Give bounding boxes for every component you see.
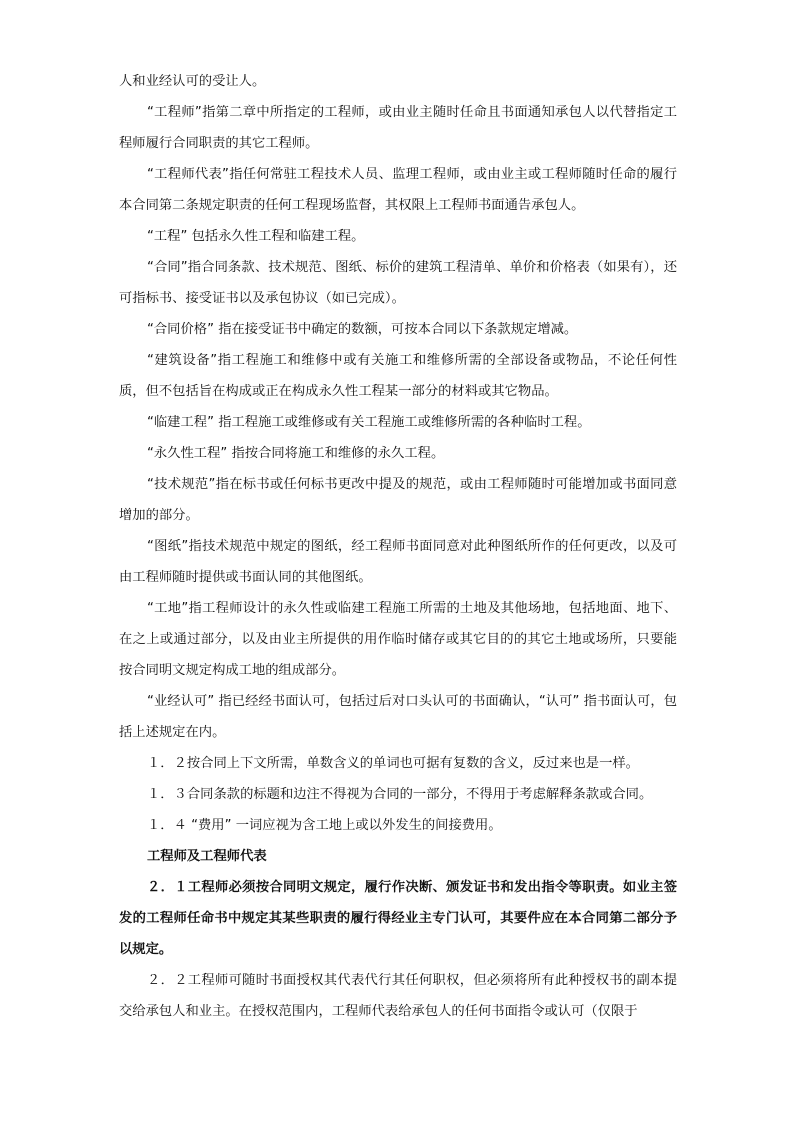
body-paragraph: “工程” 包括永久性工程和临建工程。: [147, 229, 365, 244]
body-paragraph: “永久性工程” 指按合同将施工和维修的永久工程。: [147, 446, 445, 461]
body-paragraph: “技术规范”指在标书或任何标书更改中提及的规范，或由工程师随时可能增加或书面同意增加的部分。: [119, 477, 677, 523]
body-paragraph: “合同价格” 指在接受证书中确定的数额，可按本合同以下条款规定增减。: [147, 322, 578, 337]
body-paragraph: “建筑设备”指工程施工和维修中或有关施工和维修所需的全部设备或物品，不论任何性质，但不包括旨在构成或正在构成永久性工程某一部分的材料或其它物品。: [119, 353, 677, 399]
body-paragraph: “临建工程” 指工程施工或维修或有关工程施工或维修所需的各种临时工程。: [147, 415, 591, 430]
body-paragraph: １．４ “费用” 一词应视为含工地上或以外发生的间接费用。: [147, 818, 502, 833]
document-body: [119, 66, 677, 1027]
body-paragraph: “工程师”指第二章中所指定的工程师，或由业主随时任命且书面通知承包人以代替指定工程师履行合同职责的其它工程师。: [119, 105, 677, 151]
body-paragraph: “业经认可” 指已经经书面认可，包括过后对口头认可的书面确认，“认可” 指书面认可，包括上述规定在内。: [119, 694, 677, 740]
section-heading-paragraph: ２．１工程师必须按合同明文规定，履行作决断、颁发证书和发出指令等职责。如业主签发的工程师任命书中规定其某些职责的履行得经业主专门认可，其要件应在本合同第二部分予以规定。: [119, 880, 677, 957]
body-paragraph: ２．２工程师可随时书面授权其代表代行其任何职权，但必须将所有此种授权书的副本提交给承包人和业主。在授权范围内，工程师代表给承包人的任何书面指令或认可（仅限于: [119, 973, 677, 1019]
body-paragraph: １．３合同条款的标题和边注不得视为合同的一部分，不得用于考虑解释条款或合同。: [147, 787, 653, 802]
body-paragraph: “图纸”指技术规范中规定的图纸，经工程师书面同意对此种图纸所作的任何更改，以及可由工程师随时提供或书面认同的其他图纸。: [119, 539, 677, 585]
body-paragraph: “工地”指工程师设计的永久性或临建工程施工所需的土地及其他场地，包括地面、地下、在之上或通过部分，以及由业主所提供的用作临时储存或其它目的的其它土地或场所，只要能按合同明文规定构成工地的组成部分。: [119, 601, 677, 678]
body-paragraph: “合同”指合同条款、技术规范、图纸、标价的建筑工程清单、单价和价格表（如果有），还可指标书、接受证书以及承包协议（如已完成）。: [119, 260, 677, 306]
body-paragraph: “工程师代表”指任何常驻工程技术人员、监理工程师，或由业主或工程师随时任命的履行本合同第二条规定职责的任何工程现场监督，其权限上工程师书面通告承包人。: [119, 167, 677, 213]
body-paragraph: 人和业经认可的受让人。: [119, 74, 266, 89]
section-heading-paragraph: 工程师及工程师代表: [147, 849, 267, 864]
body-paragraph: １．２按合同上下文所需，单数含义的单词也可据有复数的含义，反过来也是一样。: [147, 756, 639, 771]
